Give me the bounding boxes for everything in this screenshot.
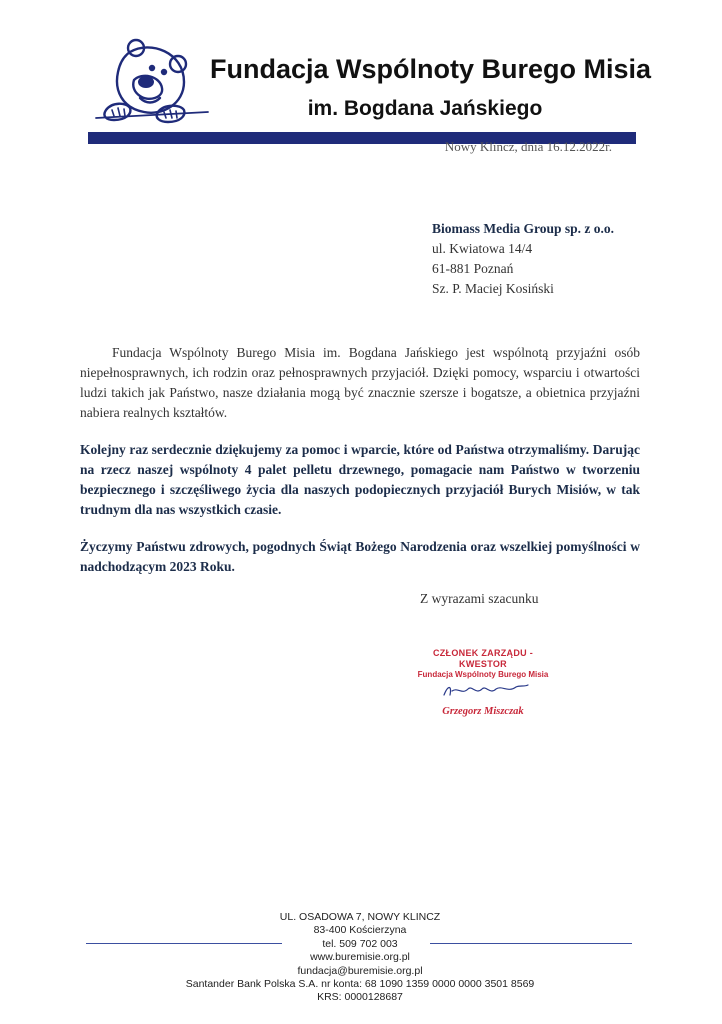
footer [160,911,560,1005]
closing-phrase: Z wyrazami szacunku [420,591,539,606]
stamp-organization: Fundacja Wspólnoty Burego Misia [417,670,549,679]
organization-subtitle: im. Bogdana Jańskiego [307,97,543,120]
footer-krs: KRS: 0000128687 [317,991,403,1004]
intro-paragraph: Fundacja Wspólnoty Burego Misia im. Bogdana Jańskiego jest wspólnotą przyjaźni osób niepełnosprawnych, ich rodzin oraz pełnosprawnych przyjaciół. Dzięki pomocy, wsparciu i otwartości ludzi takich jak Państwo, nasze działania mogą być znacznie szersze i bogatsze, a obietnica przyjaźni nabiera realnych kształtów. [80,345,640,420]
signature-stamp [412,648,554,718]
footer-phone: tel. 509 702 003 [322,937,398,950]
recipient-address [432,219,614,299]
footer-postal: 83-400 Kościerzyna [313,924,407,937]
recipient-street: ul. Kwiatowa 14/4 [432,241,533,256]
letter-body [80,343,640,594]
recipient-attention: Sz. P. Maciej Kosiński [432,281,554,296]
teddy-bear-logo [92,38,212,134]
stamp-name: Grzegorz Miszczak [442,706,524,717]
footer-email: fundacja@buremisie.org.pl [297,964,423,977]
thanks-paragraph: Kolejny raz serdecznie dziękujemy za pomoc i wparcie, które od Państwa otrzymaliśmy. Darując na rzecz naszej wspólnoty 4 palet pelletu drzewnego, pomagacie nam Państwo w tworzeniu bezpiecznego i szczęśliwego życia dla naszych podopiecznych przyjaciół Burych Misiów, w tak trudnym dla nas wszystkich czasie. [80,442,640,517]
stamp-title: CZŁONEK ZARZĄDU - KWESTOR [432,648,534,669]
wishes-paragraph: Życzymy Państwu zdrowych, pogodnych Świąt Bożego Narodzenia oraz wszelkiej pomyślności w nadchodzącym 2023 Roku. [80,539,640,574]
recipient-city: 61-881 Poznań [432,261,514,276]
organization-name: Fundacja Wspólnoty Burego Misia [210,54,652,84]
date-line: Nowy Klincz, dnia 16.12.2022r. [444,141,612,154]
footer-bank: Santander Bank Polska S.A. nr konta: 68 1090 1359 0000 0000 3501 8569 [185,978,535,991]
recipient-company: Biomass Media Group sp. z o.o. [432,221,615,236]
footer-website: www.buremisie.org.pl [310,951,410,964]
footer-address: UL. OSADOWA 7, NOWY KLINCZ [279,911,441,923]
handwritten-signature [412,681,554,699]
